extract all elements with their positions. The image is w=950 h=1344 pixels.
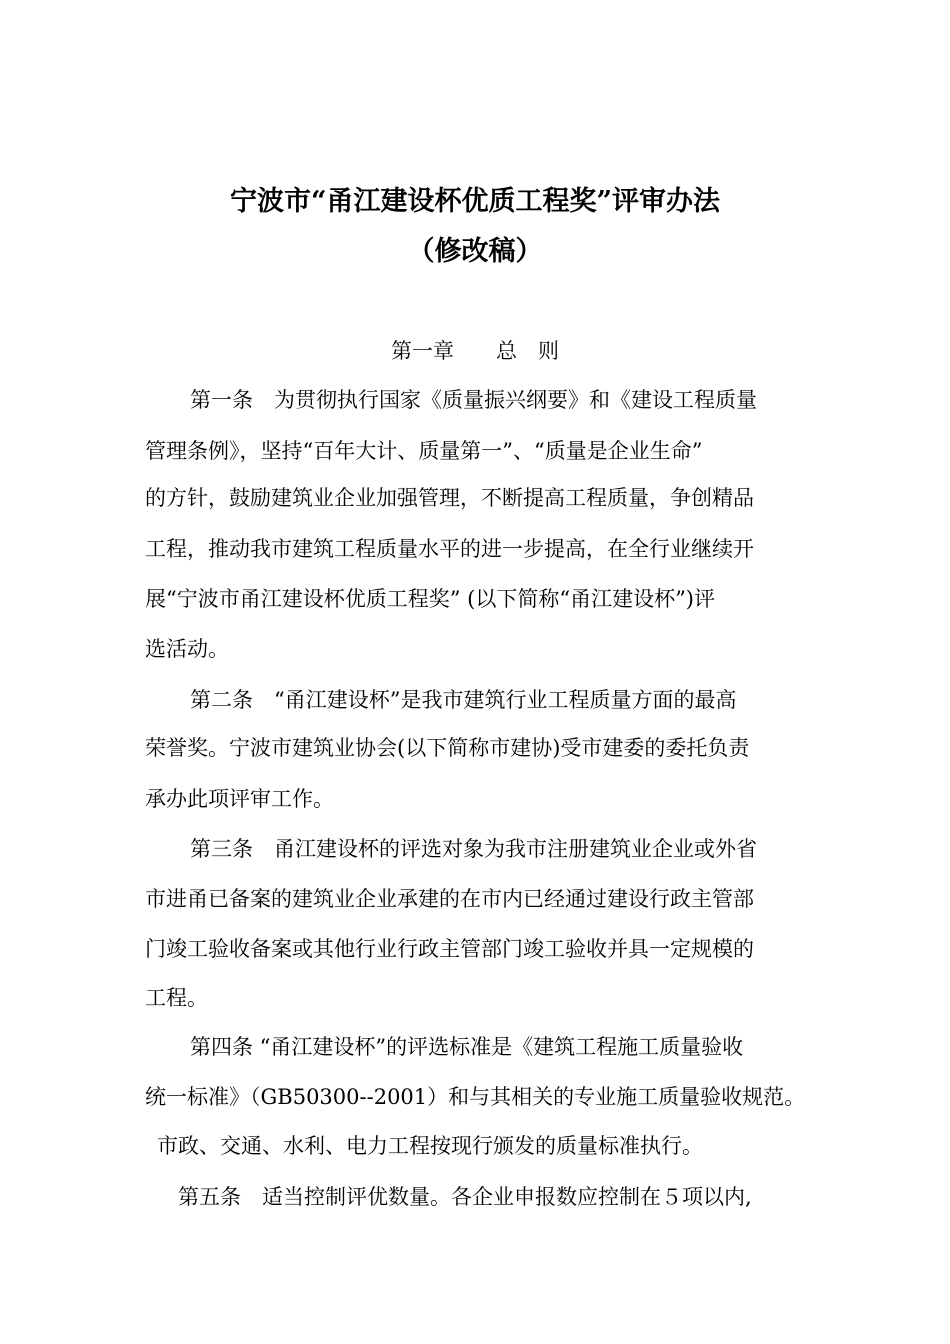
document-subtitle: （修改稿） xyxy=(407,236,543,267)
article-1-line-1: 第一条 为贯彻执行国家《质量振兴纲要》和《建设工程质量 xyxy=(190,388,757,412)
article-4-line-2: 统一标准》（GB50300--2001）和与其相关的专业施工质量验收规范。 xyxy=(145,1085,806,1109)
article-3-line-2: 市进甬已备案的建筑业企业承建的在市内已经通过建设行政主管部 xyxy=(145,887,754,911)
article-2-line-2: 荣誉奖。宁波市建筑业协会(以下简称市建协)受市建委的委托负责 xyxy=(145,736,750,760)
chapter-heading: 第一章 总 则 xyxy=(391,339,559,363)
article-3-line-4: 工程。 xyxy=(145,986,208,1010)
article-1-line-3: 的方针，鼓励建筑业企业加强管理，不断提高工程质量，争创精品 xyxy=(145,486,754,510)
article-2-line-3: 承办此项评审工作。 xyxy=(145,787,334,811)
article-1-line-5: 展“宁波市甬江建设杯优质工程奖” (以下简称“甬江建设杯”)评 xyxy=(145,587,716,611)
article-4-line-3: 市政、交通、水利、电力工程按现行颁发的质量标准执行。 xyxy=(157,1134,703,1158)
article-4-line-1: 第四条 “甬江建设杯”的评选标准是《建筑工程施工质量验收 xyxy=(190,1035,744,1059)
article-1-line-2: 管理条例》，坚持“百年大计、质量第一”、“质量是企业生命” xyxy=(145,439,703,463)
article-3-line-3: 门竣工验收备案或其他行业行政主管部门竣工验收并具一定规模的 xyxy=(145,937,754,961)
article-2-line-1: 第二条 “甬江建设杯”是我市建筑行业工程质量方面的最高 xyxy=(190,688,737,712)
article-5-line-1: 第五条 适当控制评优数量。各企业申报数应控制在５项以内, xyxy=(178,1185,752,1209)
article-1-line-6: 选活动。 xyxy=(145,637,229,661)
article-1-line-4: 工程，推动我市建筑工程质量水平的进一步提高，在全行业继续开 xyxy=(145,537,754,561)
article-3-line-1: 第三条 甬江建设杯的评选对象为我市注册建筑业企业或外省 xyxy=(190,837,757,861)
document-title: 宁波市“甬江建设杯优质工程奖”评审办法 xyxy=(229,186,721,217)
